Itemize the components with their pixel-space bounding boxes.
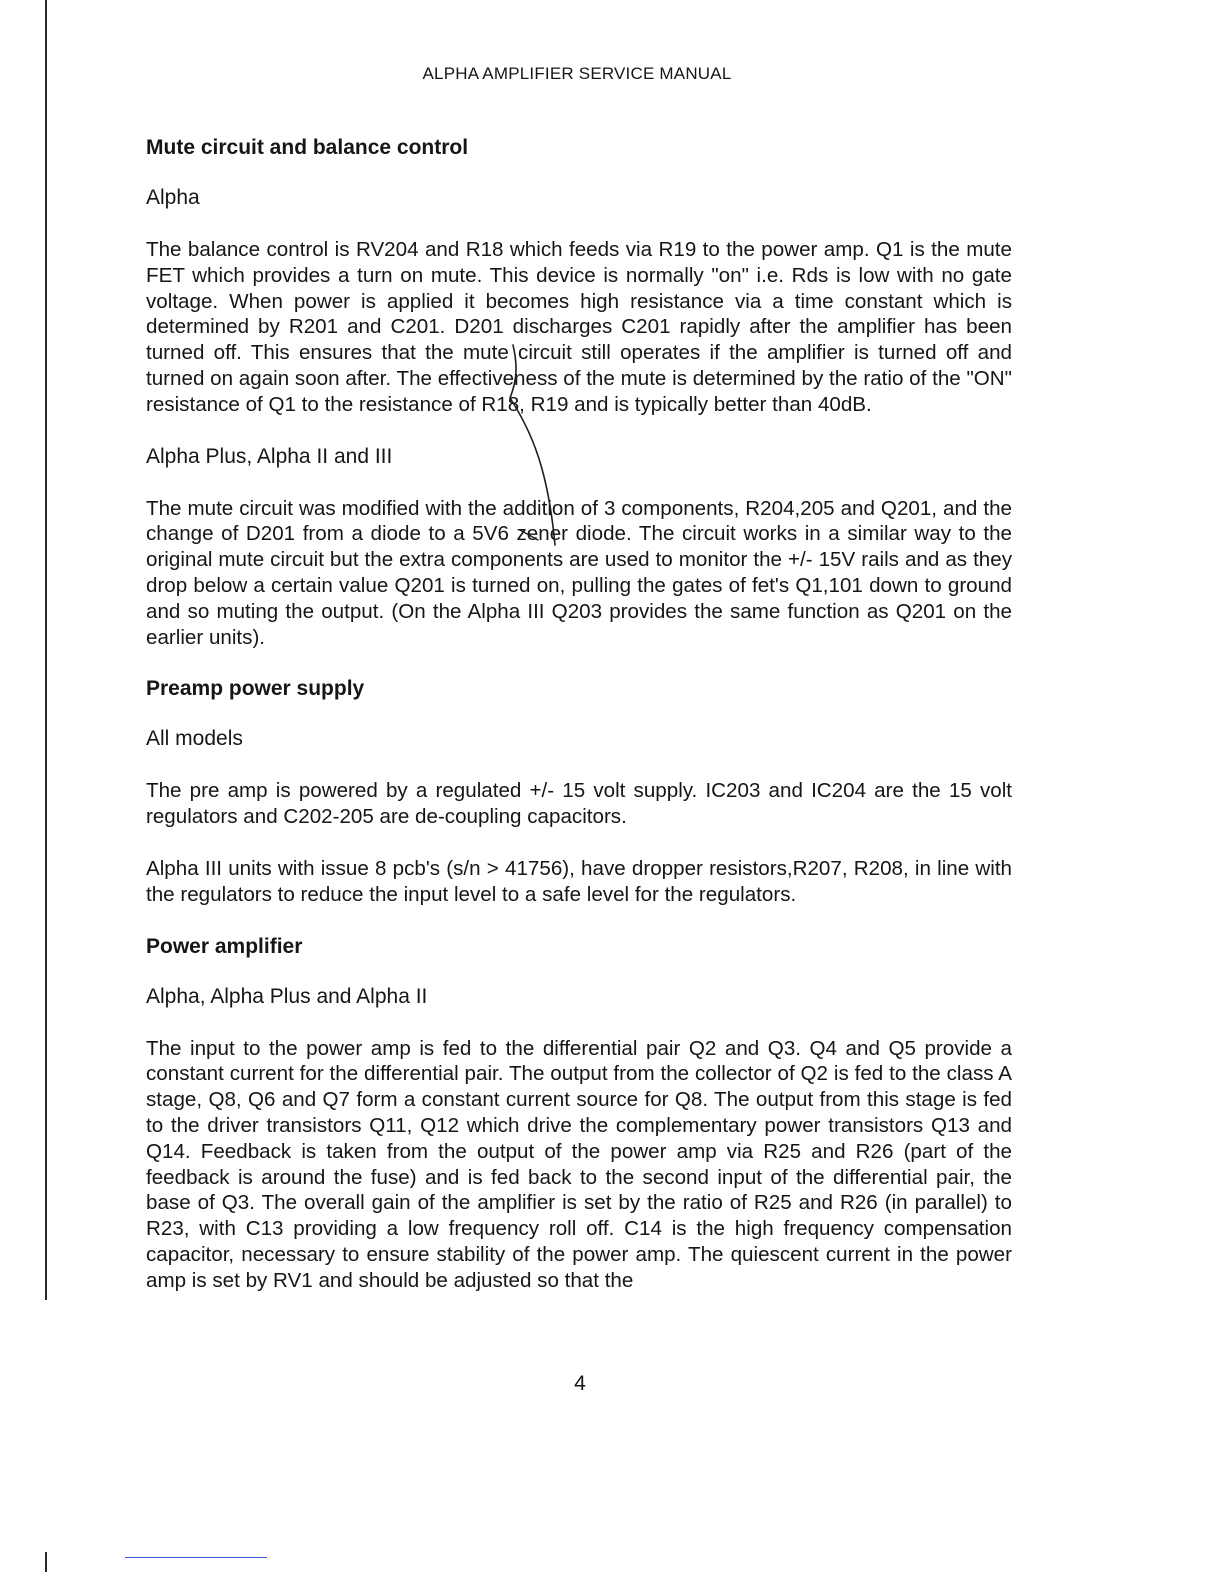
footnote-rule (125, 1557, 267, 1558)
model-label-all-models: All models (146, 727, 243, 751)
model-label-power-amp-models: Alpha, Alpha Plus and Alpha II (146, 984, 428, 1008)
paragraph-preamp-dropper: Alpha III units with issue 8 pcb's (s/n > 41756), have dropper resistors,R207, R208, in line with the regulators to reduce the input level to a safe level for the regulators. (146, 856, 1012, 906)
page-content (146, 135, 1012, 1320)
page-number: 4 (574, 1372, 586, 1395)
paragraph-mute-alpha-plus: The mute circuit was modified with the addition of 3 components, R204,205 and Q201, and the change of D201 from a diode to a 5V6 zener diode. The circuit works in a similar way to the original mute circuit but the extra components are used to monitor the +/- 15V rails and as they drop below a certain value Q201 is turned on, pulling the gates of fet's Q1,101 down to ground and so muting the output. (On the Alpha III Q203 provides the same function as Q201 on the earlier units). (146, 496, 1012, 649)
binding-edge-line (45, 0, 47, 1300)
section-heading-mute: Mute circuit and balance control (146, 136, 469, 159)
paragraph-mute-alpha: The balance control is RV204 and R18 which feeds via R19 to the power amp. Q1 is the mute FET which provides a turn on mute. This device is normally "on" i.e. Rds is low with no gate voltage. When power is applied it becomes high resistance via a time constant which is determined by R201 and C201. D201 discharges C201 rapidly after the amplifier has been turned off. This ensures that the mute circuit still operates if the amplifier is turned off and turned on again soon after. The effectiveness of the mute is determined by the ratio of the "ON" resistance of Q1 to the resistance of R18, R19 and is typically better than 40dB. (146, 238, 1012, 416)
section-heading-power-amp: Power amplifier (146, 934, 303, 958)
running-header: ALPHA AMPLIFIER SERVICE MANUAL (422, 64, 732, 83)
paragraph-power-amp: The input to the power amp is fed to the differential pair Q2 and Q3. Q4 and Q5 provide a constant current for the differential pair. The output from the collector of Q2 is fed to the class A stage, Q8, Q6 and Q7 form a constant current source for Q8. The output from this stage is fed to the driver transistors Q11, Q12 which drive the complementary power transistors Q13 and Q14. Feedback is taken from the output of the power amp via R25 and R26 (part of the feedback is around the fuse) and is fed back to the second input of the differential pair, the base of Q3. The overall gain of the amplifier is set by the ratio of R25 and R26 (in parallel) to R23, with C13 providing a low frequency roll off. C14 is the high frequency compensation capacitor, necessary to ensure stability of the power amp. The quiescent current in the power amp is set by RV1 and should be adjusted so that the (146, 1036, 1012, 1292)
section-heading-preamp-supply: Preamp power supply (146, 677, 365, 701)
scan-corner-mark (45, 1552, 47, 1572)
model-label-alpha: Alpha (146, 186, 200, 209)
model-label-alpha-plus: Alpha Plus, Alpha II and III (146, 444, 393, 468)
paragraph-preamp-supply: The pre amp is powered by a regulated +/- 15 volt supply. IC203 and IC204 are the 15 volt regulators and C202-205 are de-coupling capacitors. (146, 779, 1012, 829)
